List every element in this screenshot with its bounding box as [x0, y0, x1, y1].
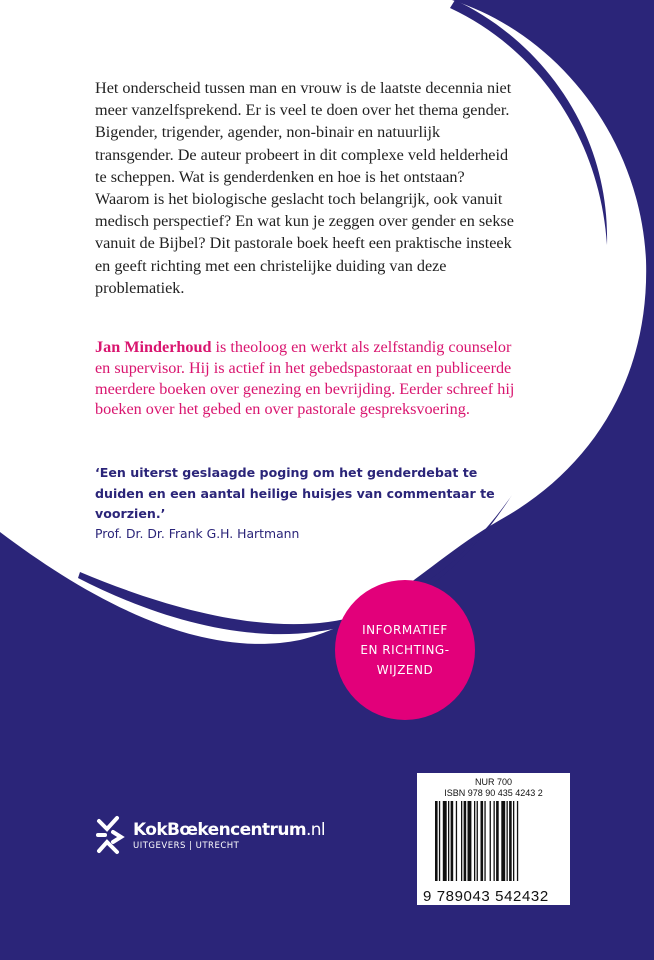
author-name: Jan Minderhoud [95, 338, 212, 356]
author-bio-text: is theoloog en werkt als zelfstandig counselor en supervisor. Hij is actief in het gebedspastoraat en publiceerde meerdere boeken over genezing en bevrijding. Eerder schreef hij boeken over het gebed en over pastorale gespreksvoering. [95, 338, 515, 419]
barcode-bar [456, 801, 457, 881]
barcode-bar [477, 801, 478, 881]
badge-line: WIJZEND [376, 663, 434, 677]
barcode-bar [501, 801, 505, 881]
publisher-logo-icon [95, 815, 125, 855]
barcode-bar [451, 801, 454, 881]
barcode-bar [435, 801, 438, 881]
barcode-bar [481, 801, 484, 881]
barcode-bar [494, 801, 495, 881]
publisher-logo [95, 815, 325, 855]
barcode-bar [443, 801, 447, 881]
barcode-bar [448, 801, 449, 881]
barcode-bar [461, 801, 462, 881]
publisher-subtitle: UITGEVERS | UTRECHT [133, 840, 240, 851]
isbn: ISBN 978 90 435 4243 2 [444, 788, 543, 798]
barcode-bar [513, 801, 514, 881]
publisher-name: KokBœkencentrum.nl [133, 819, 326, 840]
barcode-bar [509, 801, 512, 881]
badge [335, 580, 475, 720]
badge-line: EN RICHTING- [360, 643, 450, 657]
blurb-text: Het onderscheid tussen man en vrouw is de laatste decennia niet meer vanzelfsprekend. Er is veel te doen over het thema gender. Bigender, trigender, agender, non-binair en natuurlijk transgender. De auteur probeert in dit complexe veld helderheid te scheppen. Wat is genderdenken en hoe is het ontstaan? Waarom is het biologische geslacht toch belangrijk, ook vanuit medisch perspectief? En wat kun je zeggen over gender en sekse vanuit de Bijbel? Dit pastorale boek heeft een praktische insteek en geeft richting met een christelijke duiding van deze problematiek. [95, 79, 514, 297]
barcode-digits: 9 789043 542432 [423, 888, 549, 905]
barcode-bar [468, 801, 472, 881]
author-bio [95, 337, 515, 420]
endorsement-attribution: Prof. Dr. Dr. Frank G.H. Hartmann [95, 526, 300, 541]
barcode-box [417, 773, 570, 905]
barcode-bar [484, 801, 485, 881]
barcode-bar [490, 801, 491, 881]
barcode-bar [474, 801, 475, 881]
barcode-bar [517, 801, 518, 881]
barcode-bars [435, 801, 563, 897]
nur-code: NUR 700 [474, 777, 512, 787]
barcode-bar [496, 801, 499, 881]
barcode-bar [507, 801, 508, 881]
barcode-bar [464, 801, 467, 881]
badge-line: INFORMATIEF [362, 623, 448, 637]
barcode-bar [439, 801, 440, 881]
endorsement-quote: ‘Een uiterst geslaagde poging om het genderdebat te duiden en een aantal heilige huisjes van commentaar te voorzien.’ [95, 465, 495, 521]
